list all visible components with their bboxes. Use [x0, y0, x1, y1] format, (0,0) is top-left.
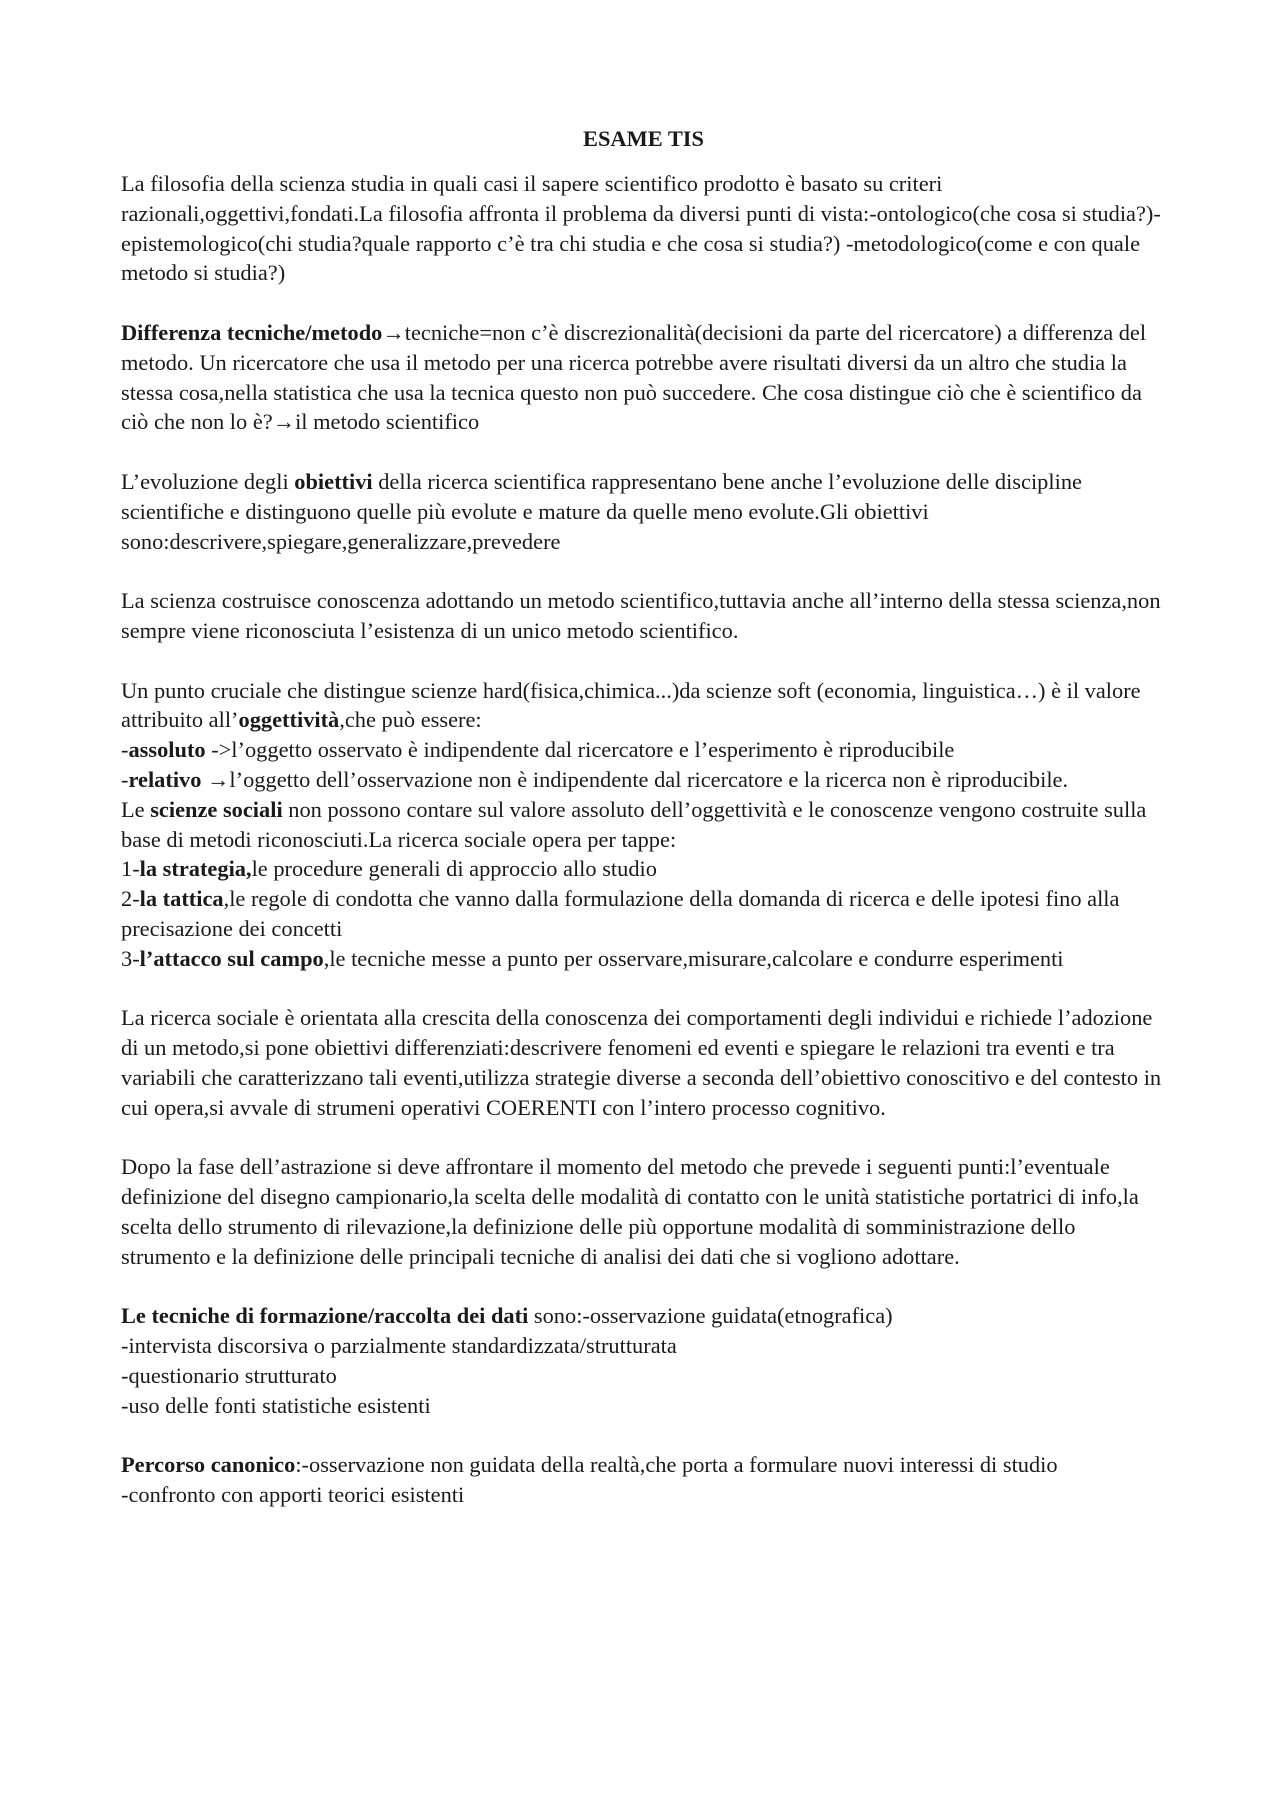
step-number: 3-	[121, 945, 140, 971]
list-item: -intervista discorsiva o parzialmente standardizzata/strutturata	[121, 1333, 677, 1359]
line-text: non possono contare sul valore assoluto dell’oggettività e le conoscenze vengono costruite sulla base di metodi riconosciuti.La ricerca sociale opera per tappe:	[121, 796, 1147, 852]
paragraph-abstraction: Dopo la fase dell’astrazione si deve affrontare il momento del metodo che prevede i seguenti punti:l’eventuale definizione del disegno campionario,la scelta delle modalità di contatto con le unità statistiche portatrici di info,la scelta dello strumento di rilevazione,la definizione delle più opportune modalità di somministrazione dello strumento e la definizione delle principali tecniche di analisi dei dati che si vogliono adottare.	[121, 1154, 1139, 1269]
paragraph-hard-soft	[121, 676, 1166, 736]
line-text: →l’oggetto dell’osservazione non è indipendente dal ricercatore e la ricerca non è riproducibile.	[201, 766, 1069, 792]
bold-heading: Percorso canonico	[121, 1452, 296, 1478]
bold-term: la strategia,	[139, 856, 252, 882]
paragraph-method: La scienza costruisce conoscenza adottando un metodo scientifico,tuttavia anche all’interno della stessa scienza,non sempre viene riconosciuta l’esistenza di un unico metodo scientifico.	[121, 588, 1161, 643]
section-data-techniques	[121, 1301, 1166, 1420]
line-text: ,le tecniche messe a punto per osservare,misurare,calcolare e condurre esperimenti	[323, 945, 1064, 971]
line-text: :-osservazione non guidata della realtà,che porta a formulare nuovi interessi di studio	[295, 1452, 1058, 1478]
bold-heading: Differenza tecniche/metodo	[121, 319, 383, 345]
line-text: ->l’oggetto osservato è indipendente dal ricercatore e l’esperimento è riproducibile	[205, 737, 955, 763]
line-field-attack	[121, 944, 1166, 974]
line-data-techniques	[121, 1301, 1166, 1331]
step-number: 1-	[121, 856, 140, 882]
bold-term: scienze sociali	[150, 796, 283, 822]
bold-term: oggettività	[238, 707, 340, 733]
bold-term: la tattica	[139, 886, 224, 912]
list-item: -confronto con apporti teorici esistenti	[121, 1482, 465, 1508]
paragraph-text: L’evoluzione degli	[121, 468, 295, 494]
line-absolute	[121, 735, 1166, 765]
bold-term: assoluto	[128, 737, 206, 763]
bold-term: relativo	[128, 766, 202, 792]
paragraph-text: Un punto cruciale che distingue scienze hard(fisica,chimica...)da scienze soft (economia, linguistica…) è il valore attribuito all’	[121, 677, 1141, 733]
paragraph-philosophy: La filosofia della scienza studia in quali casi il sapere scientifico prodotto è basato su criteri razionali,oggettivi,fondati.La filosofia affronta il problema da diversi punti di vista:-ontologico(che cosa si studia?)-epistemologico(chi studia?quale rapporto c’è tra chi studia e che cosa si studia?) -metodologico(come e con quale metodo si studia?)	[121, 171, 1161, 286]
bold-heading: Le tecniche di formazione/raccolta dei dati	[121, 1303, 529, 1329]
list-item: -questionario strutturato	[121, 1362, 337, 1388]
line-tactic	[121, 884, 1166, 944]
line-text: sono:-osservazione guidata(etnografica)	[528, 1303, 893, 1329]
page-title: ESAME TIS	[583, 126, 704, 151]
paragraph-technique-method	[121, 318, 1166, 437]
line-text: le procedure generali di approccio allo studio	[251, 856, 657, 882]
paragraph-objectives	[121, 467, 1166, 556]
bold-term: obiettivi	[294, 468, 373, 494]
line-strategy	[121, 854, 1166, 884]
paragraph-social-research: La ricerca sociale è orientata alla crescita della conoscenza dei comportamenti degli individui e richiede l’adozione di un metodo,si pone obiettivi differenziati:descrivere fenomeni ed eventi e spiegare le relazioni tra eventi e tra variabili che caratterizzano tali eventi,utilizza strategie diverse a seconda dell’obiettivo conoscitivo e del contesto in cui opera,si avvale di strumeni operativi COERENTI con l’intero processo cognitivo.	[121, 1005, 1162, 1120]
line-canonical-path	[121, 1450, 1166, 1480]
step-number: 2-	[121, 886, 140, 912]
paragraph-text: della ricerca scientifica rappresentano bene anche l’evoluzione delle discipline scientifiche e distinguono quelle più evolute e mature da quelle meno evolute.Gli obiettivi sono:descrivere,spiegare,generalizzare,prevedere	[121, 468, 1082, 554]
dash: -	[121, 737, 129, 763]
section-objectivity	[121, 676, 1166, 974]
bold-term: l’attacco sul campo	[139, 945, 324, 971]
list-item: -uso delle fonti statistiche esistenti	[121, 1392, 431, 1418]
paragraph-text: →tecniche=non c’è discrezionalità(decisioni da parte del ricercatore) a differenza del metodo. Un ricercatore che usa il metodo per una ricerca potrebbe avere risultati diversi da un altro che studia la stessa cosa,nella statistica che usa la tecnica questo non può succedere. Che cosa distingue ciò che è scientifico da ciò che non lo è?→il metodo scientifico	[121, 319, 1147, 435]
paragraph-text: ,che può essere:	[339, 707, 482, 733]
line-social-sciences	[121, 795, 1166, 855]
section-canonical-path	[121, 1450, 1166, 1510]
line-relative	[121, 765, 1166, 795]
document-body	[121, 124, 1166, 1510]
line-text: Le	[121, 796, 151, 822]
line-text: ,le regole di condotta che vanno dalla formulazione della domanda di ricerca e delle ipotesi fino alla precisazione dei concetti	[121, 886, 1120, 941]
dash: -	[121, 766, 129, 792]
